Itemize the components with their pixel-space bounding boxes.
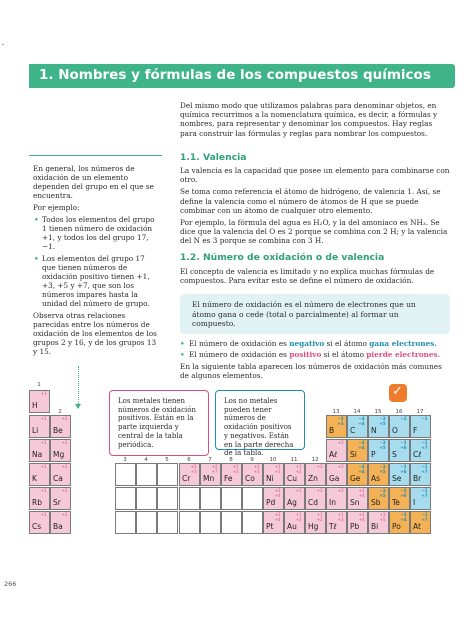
- element-Mn: +2 +7 Mn: [200, 463, 221, 486]
- element-empty-w: [179, 511, 200, 534]
- element-Zn: +2 Zn: [305, 463, 326, 486]
- element-N: −3 +5 N: [368, 415, 389, 438]
- element-Cs: +1 Cs: [29, 511, 50, 534]
- group-label-7: 7: [208, 457, 212, 463]
- sidebar-p1: En general, los números de oxidación de un elemento dependen del grupo en el que se encuentra.: [33, 164, 154, 200]
- valencia-p2: Se toma como referencia el átomo de hidrógeno, de valencia 1. Así, se define la valencia como el número de átomos de H que se puede combinar con un átomo de cualquier otro elemento.: [180, 187, 441, 215]
- element-empty-zr: [136, 487, 157, 510]
- element-Ba: +2 Ba: [50, 511, 71, 534]
- sidebar-li1: • Todos los elementos del grupo 1 tienen número de oxidación +1, y todos los del grupo 17, −1.: [33, 215, 158, 251]
- group-label-12: 12: [311, 457, 319, 463]
- element-Al: +3 Aℓ: [326, 439, 347, 462]
- group-label-11: 11: [290, 457, 298, 463]
- element-empty-os: [221, 511, 242, 534]
- element-Sb: −3 +5 Sb: [368, 487, 389, 510]
- sidebar-p3: Observa otras relaciones parecidas entre los números de oxidación de los elementos de los grupos 2 y 16, y de los grupos 13 y 15.: [33, 311, 157, 356]
- group-label-4: 4: [144, 457, 148, 463]
- section-title: 1. Nombres y fórmulas de los compuestos químicos: [39, 67, 431, 83]
- element-Ge: −4 +4 Ge: [347, 463, 368, 486]
- element-Te: −2 +6 Te: [389, 487, 410, 510]
- valencia-p3: Por ejemplo, la fórmula del agua es H₂O, y la del amoniaco es NH₃. Se dice que la valencia del O es 2 porque se combina con 2 H; y la valencia del N es 3 porque se combina con 3 H.: [180, 218, 448, 246]
- nonmetals-note: Los no metales pueden tener números de oxidación positivos y negativos. Están en la parte derecha de la tabla.: [215, 390, 305, 450]
- element-P: −3 +5 P: [368, 439, 389, 462]
- element-empty-sc: [115, 463, 136, 486]
- group-label-10: 10: [269, 457, 277, 463]
- element-Fe: +2 +3 Fe: [221, 463, 242, 486]
- element-Ni: +2 +3 Ni: [263, 463, 284, 486]
- element-empty-tc: [200, 487, 221, 510]
- element-Br: −1 +7 Br: [410, 463, 431, 486]
- section-banner: [29, 64, 455, 88]
- element-F: −1 F: [410, 415, 431, 438]
- gain-electrons: gana electrones.: [369, 339, 437, 348]
- element-I: −1 +7 I: [410, 487, 431, 510]
- subsection-oxidation-title: 1.2. Número de oxidación o de valencia: [180, 252, 385, 263]
- element-Cd: +2 Cd: [305, 487, 326, 510]
- table-intro: En la siguiente tabla aparecen los números de oxidación más comunes de algunos elementos.: [180, 362, 442, 381]
- group-label-3: 3: [123, 457, 127, 463]
- element-empty-v: [157, 463, 178, 486]
- group-label-16: 16: [395, 409, 403, 415]
- metals-note: Los metales tienen números de oxidación positivos. Están en la parte izquierda y central de la tabla periódica.: [109, 390, 209, 456]
- element-Ca: +2 Ca: [50, 463, 71, 486]
- element-Na: +1 Na: [29, 439, 50, 462]
- element-C: −4 +4 C: [347, 415, 368, 438]
- sidebar-p2: Por ejemplo:: [33, 203, 80, 212]
- element-Cu: +1 +2 Cu: [284, 463, 305, 486]
- element-Ag: +1 Ag: [284, 487, 305, 510]
- element-O: −2 O: [389, 415, 410, 438]
- group-label-5: 5: [165, 457, 169, 463]
- element-Cr: +2 +3 Cr: [179, 463, 200, 486]
- element-empty-nb: [157, 487, 178, 510]
- element-Mg: +2 Mg: [50, 439, 71, 462]
- valencia-text: [180, 166, 450, 249]
- element-H: +1 H: [29, 390, 50, 413]
- definition-callout: El número de oxidación es el número de electrones que un átomo gana o cede (total o parcialmente) al formar un compuesto.: [180, 294, 450, 334]
- element-Be: +2 Be: [50, 415, 71, 438]
- bullet-positive: • El número de oxidación es positivo si el átomo pierde electrones.: [180, 350, 460, 359]
- intro-paragraph: Del mismo modo que utilizamos palabras para denominar objetos, en química recurrimos a la nomenclatura química, es decir, a fórmulas y nombres, para representar y denominar los compuestos. Hay reglas para construir las fórmulas y reglas para nombrar los compuestos.: [180, 101, 438, 138]
- element-At: −1 +7 At: [410, 511, 431, 534]
- element-Co: +2 +3 Co: [242, 463, 263, 486]
- element-Tl: +1 +3 Tℓ: [326, 511, 347, 534]
- element-empty-la: [115, 511, 136, 534]
- sidebar-li2: • Los elementos del grupo 17 que tienen números de oxidación positivo tienen +1, +3, +5 y +7, que son los números impares hasta la unidad del número de grupo.: [33, 254, 158, 308]
- element-Si: −4 +4 Si: [347, 439, 368, 462]
- element-In: +3 In: [326, 487, 347, 510]
- element-empty-ru: [221, 487, 242, 510]
- element-empty-ta: [157, 511, 178, 534]
- element-Po: −2 +4 Po: [389, 511, 410, 534]
- element-Bi: +3 +5 Bi: [368, 511, 389, 534]
- element-empty-hf: [136, 511, 157, 534]
- group-label-8: 8: [229, 457, 233, 463]
- word-positive: positivo: [289, 350, 322, 359]
- group-label-9: 9: [250, 457, 254, 463]
- oxidation-p1: El concepto de valencia es limitado y no explica muchas fórmulas de compuestos. Para evitar esto se define el número de oxidación.: [180, 267, 435, 286]
- element-K: +1 K: [29, 463, 50, 486]
- subsection-valencia-title: 1.1. Valencia: [180, 152, 247, 163]
- group-label-1: 1: [37, 382, 41, 388]
- element-Pd: +2 +4 Pd: [263, 487, 284, 510]
- element-Pt: +2 +4 Pt: [263, 511, 284, 534]
- group-label-13: 13: [332, 409, 340, 415]
- word-negative: negativo: [289, 339, 325, 348]
- element-empty-re: [200, 511, 221, 534]
- element-empty-mo: [179, 487, 200, 510]
- element-S: −2 +6 S: [389, 439, 410, 462]
- element-Rb: +1 Rb: [29, 487, 50, 510]
- periodic-table: [29, 382, 457, 572]
- element-Ga: +3 Ga: [326, 463, 347, 486]
- element-As: −3 +5 As: [368, 463, 389, 486]
- element-empty-rh: [242, 487, 263, 510]
- lose-electrons: pierde electrones.: [366, 350, 441, 359]
- sidebar-list: [33, 215, 158, 308]
- element-empty-ir: [242, 511, 263, 534]
- valencia-p1: La valencia es la capacidad que posee un elemento para combinarse con otro.: [180, 166, 450, 185]
- group-label-15: 15: [374, 409, 382, 415]
- element-empty-y: [115, 487, 136, 510]
- element-Hg: +1 +2 Hg: [305, 511, 326, 534]
- element-B: −3 +3 B: [326, 415, 347, 438]
- group-label-2: 2: [58, 409, 62, 415]
- sidebar-note: [29, 155, 162, 369]
- bullet-negative: • El número de oxidación es negativo si el átomo gana electrones.: [180, 339, 460, 348]
- element-Au: +1 +3 Au: [284, 511, 305, 534]
- element-Sn: +2 +4 Sn: [347, 487, 368, 510]
- element-Cl: −1 +7 Cℓ: [410, 439, 431, 462]
- page-edge-mark: [2, 44, 4, 45]
- element-Li: +1 Li: [29, 415, 50, 438]
- group-label-14: 14: [353, 409, 361, 415]
- element-Pb: +2 +4 Pb: [347, 511, 368, 534]
- page-number: 266: [4, 580, 17, 588]
- group-label-6: 6: [187, 457, 191, 463]
- element-Sr: +2 Sr: [50, 487, 71, 510]
- element-Se: −2 +6 Se: [389, 463, 410, 486]
- group-label-17: 17: [416, 409, 424, 415]
- element-empty-ti: [136, 463, 157, 486]
